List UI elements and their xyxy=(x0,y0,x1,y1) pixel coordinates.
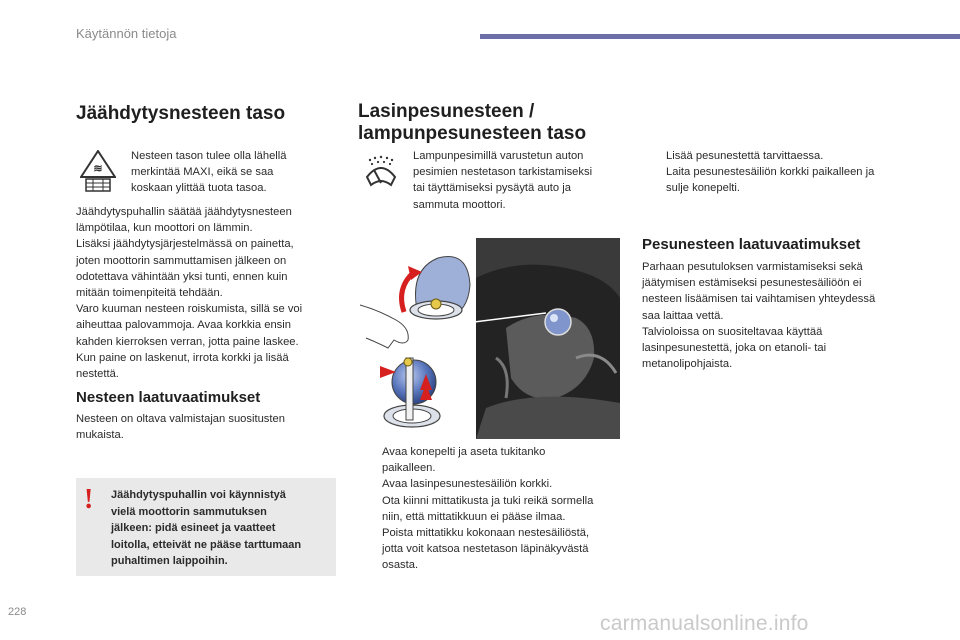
coolant-heading: Jäähdytysnesteen taso xyxy=(76,103,286,124)
coolant-body-text: Jäähdytyspuhallin säätää jäähdytysnesteen lämpötilaa, kun moottori on lämmin. Lisäksi jäähdytysjärjestelmässä on painetta, joten moottorin sammuttamisen jälkeen on odotettava vähintään yksi tunti, ennen kuin mitään toimenpiteitä tehdään. Varo kuuman nesteen roiskumista, sillä se voi aiheuttaa palovammoja. Avaa korkkia ensin kahden kierroksen verran, jotta paine laskee. Kun paine on laskenut, irrota korkki ja lisää nestettä. xyxy=(76,206,303,381)
list-item xyxy=(358,525,628,574)
watermark: carmanualsonline.info xyxy=(600,612,809,635)
step-text: Laita pesunestesäiliön korkki paikalleen ja sulje konepelti. xyxy=(666,166,875,195)
svg-text:≋: ≋ xyxy=(93,163,103,175)
washer-quality-text: Parhaan pesutuloksen varmistamiseksi sekä jäätymisen estämiseksi pesunestesäiliöön ei nesteen lisäämisen tai vaihtamisen yhteydessä saa laittaa vettä. Talvioloissa on suositeltavaa käyttää lasinpesunestettä, joka on etanoli- tai metanolipohjaista. xyxy=(642,261,876,371)
coolant-quality-heading: Nesteen laatuvaatimukset xyxy=(76,389,261,406)
list-item xyxy=(358,476,628,492)
pointer-line xyxy=(474,310,550,326)
list-item xyxy=(358,444,628,476)
engine-bay-photo xyxy=(476,238,620,439)
step-text: Poista mittatikku kokonaan nestesäiliöstä, jotta voit katsoa nestetason läpinäkyvästä osasta. xyxy=(382,527,590,572)
step-text: Avaa konepelti ja aseta tukitanko paikalleen. xyxy=(382,446,546,475)
step-text: Ota kiinni mittatikusta ja tuki reikä sormella niin, että mittatikkuun ei pääse ilmaa. xyxy=(382,494,594,523)
coolant-warning-icon xyxy=(80,150,116,192)
refill-steps-list xyxy=(642,148,912,197)
list-item xyxy=(642,164,912,196)
windscreen-washer-icon xyxy=(364,155,398,189)
page-number: 228 xyxy=(8,606,27,618)
washer-note: Lampunpesimillä varustetun auton pesimien nestetason tarkistamiseksi tai täyttämiseksi pysäytä auto ja sammuta moottori. xyxy=(413,150,593,211)
list-item xyxy=(642,148,912,164)
header-bar xyxy=(480,34,960,39)
section-title: Käytännön tietoja xyxy=(76,26,177,41)
coolant-level-note: Nesteen tason tulee olla lähellä merkintää MAXI, eikä se saa koskaan ylittää tuota tasoa. xyxy=(131,150,287,195)
washer-quality-heading: Pesunesteen laatuvaatimukset xyxy=(642,236,861,253)
warning-text: Jäähdytyspuhallin voi käynnistyä vielä moottorin sammutuksen jälkeen: pidä esineet ja vaatteet loitolla, etteivät ne pääse tarttumaan puhaltimen laippoihin. xyxy=(111,489,302,567)
warning-icon: ! xyxy=(84,484,94,515)
step-text: Avaa lasinpesunestesäiliön korkki. xyxy=(382,478,553,491)
washer-steps-list xyxy=(358,444,628,574)
step-text: Lisää pesunestettä tarvittaessa. xyxy=(666,150,824,162)
reservoir-illustration xyxy=(358,250,476,440)
washer-heading-line2: lampunpesunesteen taso xyxy=(358,123,587,144)
washer-heading-line1: Lasinpesunesteen / xyxy=(358,101,535,122)
coolant-quality-text: Nesteen on oltava valmistajan suositusten mukaista. xyxy=(76,413,285,442)
list-item xyxy=(358,493,628,525)
